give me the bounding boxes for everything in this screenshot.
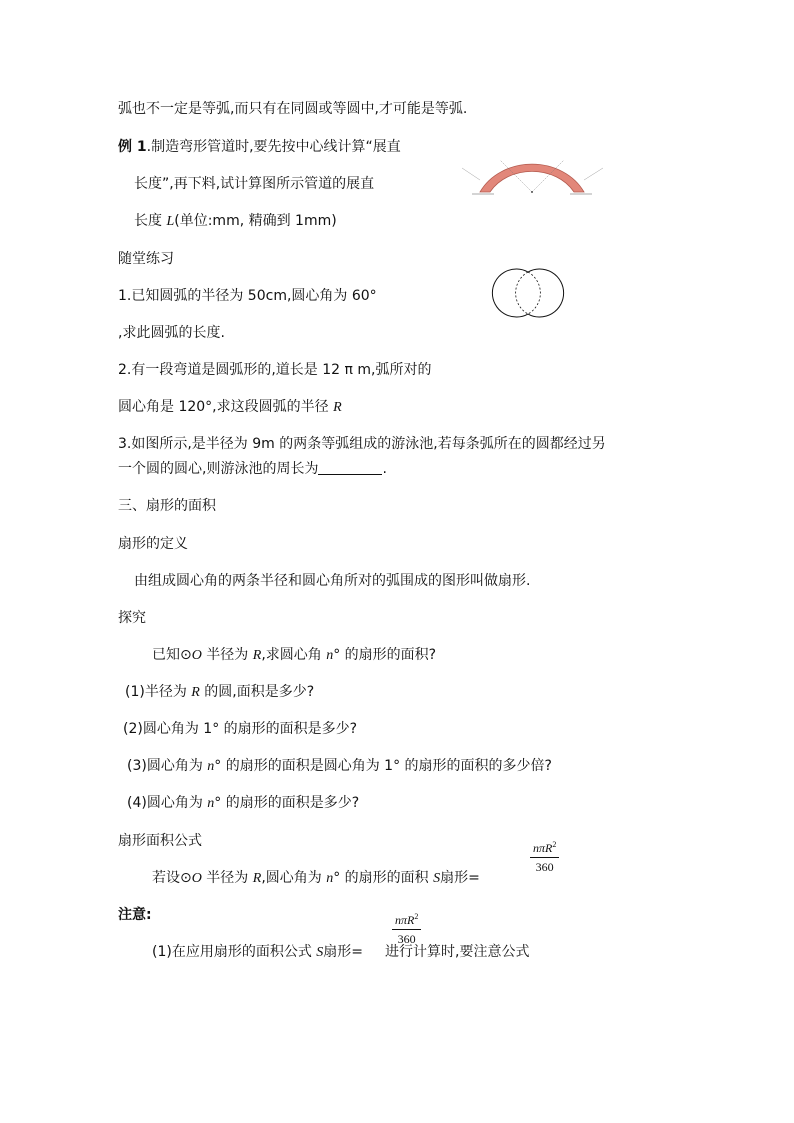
note-numerator-exponent: 2 xyxy=(414,912,419,921)
right-circle-inner-arc xyxy=(516,272,528,314)
formula-text-b: 半径为 xyxy=(201,870,253,886)
note-text-c: 进行计算时,要注意公式 xyxy=(385,944,530,960)
variable-R: R xyxy=(333,400,342,415)
explore-step-4-b: ° 的扇形的面积是多少? xyxy=(214,795,360,811)
explore-step-1-a: (1)半径为 xyxy=(125,684,192,700)
formula-text-c: ,圆心角为 xyxy=(261,870,327,886)
sector-definition-text: 由组成圆心角的两条半径和圆心角所对的弧围成的图形叫做扇形. xyxy=(134,573,531,589)
pipe-center-point xyxy=(531,191,533,193)
example-1-text-3b: (单位:mm, 精确到 1mm) xyxy=(174,213,337,229)
note-text-b: 扇形= xyxy=(323,944,364,960)
two-circles-figure xyxy=(488,265,568,321)
note-text-a: (1)在应用扇形的面积公式 xyxy=(152,944,317,960)
fraction-denominator: 360 xyxy=(535,860,554,874)
practice-q2-text: 圆心角是 120°,求这段圆弧的半径 xyxy=(118,399,334,415)
example-1-text-3a: 长度 xyxy=(134,213,167,229)
formula-title: 扇形面积公式 xyxy=(118,833,202,849)
explore-step-3-b: ° 的扇形的面积是圆心角为 1° 的扇形的面积的多少倍? xyxy=(214,758,552,774)
explore-step-2: (2)圆心角为 1° 的扇形的面积是多少? xyxy=(123,721,358,737)
variable-n: n xyxy=(326,871,334,886)
practice-q2-line-1: 2.有一段弯道是圆弧形的,道长是 12 π m,弧所对的 xyxy=(118,362,432,378)
variable-S: S xyxy=(316,945,324,960)
note-fraction xyxy=(392,912,421,947)
explore-step-1 xyxy=(125,683,314,702)
fraction-numerator xyxy=(530,840,559,858)
practice-q3-line-1: 3.如图所示,是半径为 9m 的两条等弧组成的游泳池,若每条弧所在的圆都经过另 xyxy=(118,436,606,452)
explore-step-4 xyxy=(127,794,359,813)
sector-definition-title: 扇形的定义 xyxy=(118,536,188,552)
note-line-1 xyxy=(152,943,529,962)
explore-intro-d: ° 的扇形的面积? xyxy=(333,647,437,663)
note-fraction-denominator: 360 xyxy=(397,932,416,946)
bent-pipe-shape xyxy=(480,164,584,192)
explore-intro-c: ,求圆心角 xyxy=(261,647,327,663)
bent-pipe-figure xyxy=(460,128,605,208)
variable-n: n xyxy=(207,759,215,774)
numerator-exponent: 2 xyxy=(552,840,557,849)
explore-intro xyxy=(152,646,436,665)
numerator-text: nπR xyxy=(533,841,553,855)
note-fraction-numerator xyxy=(392,912,421,930)
explore-intro-b: 半径为 xyxy=(201,647,253,663)
note-numerator-text: nπR xyxy=(395,913,415,927)
paragraph-equal-arcs: 弧也不一定是等弧,而只有在同圆或等圆中,才可能是等弧. xyxy=(118,101,468,117)
explore-step-4-a: (4)圆心角为 xyxy=(127,795,208,811)
practice-title: 随堂练习 xyxy=(118,251,174,267)
practice-q3-line-2 xyxy=(118,460,387,478)
example-1-line-2: 长度”,再下料,试计算图所示管道的展直 xyxy=(134,176,375,192)
left-circle-inner-arc xyxy=(528,272,540,314)
variable-R: R xyxy=(191,685,200,700)
variable-L: L xyxy=(166,214,175,229)
variable-O: O xyxy=(191,871,202,886)
variable-n: n xyxy=(326,648,334,663)
variable-S: S xyxy=(433,871,441,886)
practice-q1-line-1: 1.已知圆弧的半径为 50cm,圆心角为 60° xyxy=(118,288,377,304)
practice-q1-line-2: ,求此圆弧的长度. xyxy=(118,325,225,341)
pipe-dim-right xyxy=(584,168,603,180)
sector-area-fraction xyxy=(530,840,559,875)
formula-text-d: ° 的扇形的面积 xyxy=(333,870,434,886)
explore-step-1-b: 的圆,面积是多少? xyxy=(199,684,315,700)
practice-q3-end: . xyxy=(382,461,387,477)
example-1-line-3 xyxy=(134,212,337,231)
answer-blank[interactable] xyxy=(318,460,382,475)
practice-q3-text: 一个圆的圆心,则游泳池的周长为 xyxy=(118,461,319,477)
explore-step-3 xyxy=(127,757,552,776)
variable-O: O xyxy=(191,648,202,663)
formula-text-a: 若设⊙ xyxy=(152,870,192,886)
example-1-label: 例 1 xyxy=(118,139,147,155)
practice-q2-line-2 xyxy=(118,398,342,417)
pipe-dim-left xyxy=(462,168,480,180)
explore-intro-a: 已知⊙ xyxy=(152,647,192,663)
section-3-heading: 三、扇形的面积 xyxy=(118,498,216,514)
variable-R: R xyxy=(252,871,262,886)
example-1-text-1: .制造弯形管道时,要先按中心线计算“展直 xyxy=(146,139,401,155)
variable-R: R xyxy=(252,648,262,663)
example-1-line-1 xyxy=(118,138,401,156)
variable-n: n xyxy=(207,796,215,811)
explore-title: 探究 xyxy=(118,610,146,626)
explore-step-3-a: (3)圆心角为 xyxy=(127,758,208,774)
formula-text-e: 扇形= xyxy=(440,870,480,886)
formula-text xyxy=(152,869,480,888)
note-title: 注意: xyxy=(118,907,152,923)
